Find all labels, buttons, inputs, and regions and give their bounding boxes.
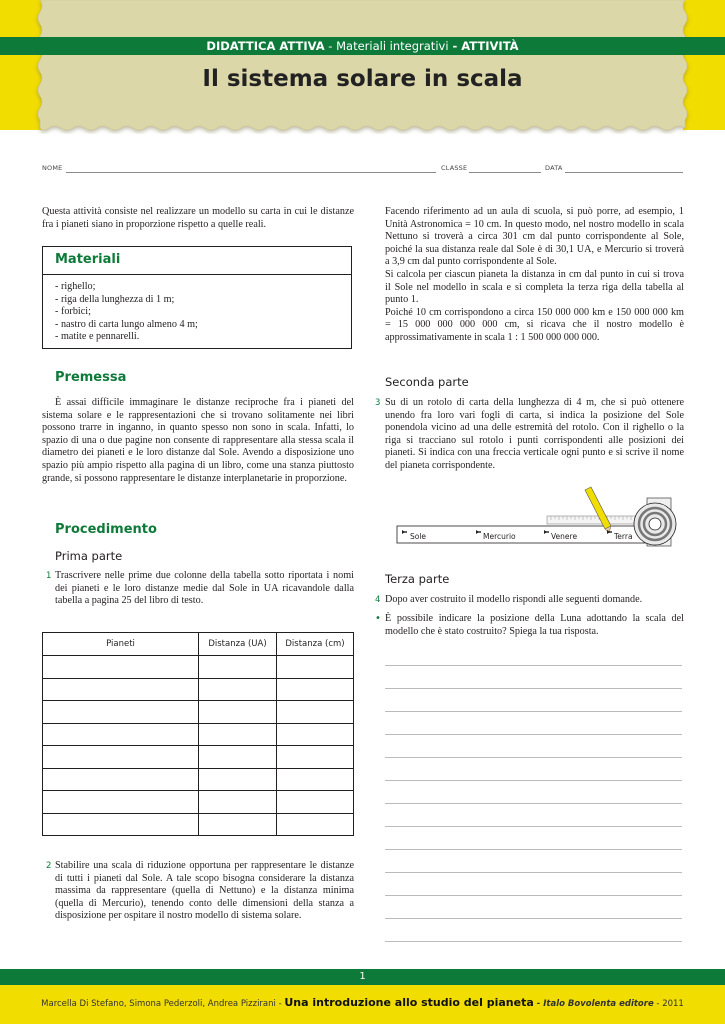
header-series-line: [0, 37, 725, 55]
table-cell[interactable]: [43, 768, 199, 791]
materials-item: - righello;: [55, 281, 96, 292]
table-cell[interactable]: [43, 746, 199, 769]
table-cell[interactable]: [277, 791, 354, 814]
table-row: [43, 678, 354, 701]
table-cell[interactable]: [199, 813, 277, 836]
table-cell[interactable]: [43, 656, 199, 679]
footer-book-title: Una introduzione allo studio del pianeta: [284, 996, 534, 1009]
step-3-text: Su di un rotolo di carta della lunghezza di 4 m, che si può ottenere unendo fra loro vari fogli di carta, si indica la posizione del Sole ponendola vicino ad una delle estremità del rotolo. Con il righello o la riga si tracciano sul rotolo i punti corrispondenti alle posizioni dei pianeti. Si indica con una freccia verticale ogni punto e si scrive il nome del pianeta corrispondente.: [385, 397, 684, 471]
footer-publisher: - Italo Bovolenta editore: [533, 999, 654, 1009]
table-header-distanza-cm: Distanza (cm): [277, 633, 354, 656]
answer-line[interactable]: [385, 941, 682, 942]
diagram-label-mercurio: Mercurio: [483, 532, 516, 541]
table-cell[interactable]: [199, 768, 277, 791]
series-label: DIDATTICA ATTIVA: [206, 39, 325, 53]
intro-text: Questa attività consiste nel realizzare un modello su carta in cui le distanze fra i pianeti siano in proporzione rispetto a quelle reali.: [42, 206, 354, 230]
answer-line[interactable]: [385, 665, 682, 666]
diagram-label-venere: Venere: [551, 532, 578, 541]
scale-explanation: [385, 206, 684, 345]
table-cell[interactable]: [277, 656, 354, 679]
table-header-distanza-ua: Distanza (UA): [199, 633, 277, 656]
answer-line[interactable]: [385, 918, 682, 919]
table-row: [43, 701, 354, 724]
footer-year: - 2011: [653, 999, 684, 1009]
materials-list: [55, 281, 345, 344]
materials-label: Materiali integrativi: [336, 39, 449, 53]
name-field[interactable]: [66, 172, 436, 173]
step-1-number: 1: [46, 571, 52, 581]
diagram-label-sole: Sole: [410, 532, 427, 541]
terza-parte-heading: Terza parte: [385, 572, 450, 586]
table-row: [43, 768, 354, 791]
materials-divider: [42, 274, 352, 275]
table-cell[interactable]: [199, 678, 277, 701]
page-number: 1: [359, 971, 366, 982]
materials-item: - nastro di carta lungo almeno 4 m;: [55, 318, 198, 330]
date-label: DATA: [545, 164, 563, 172]
table-row: [43, 723, 354, 746]
premessa-text: È assai difficile immaginare le distanze reciproche fra i pianeti del sistema solare e le rappresentazioni che si trovano solitamente nei libri possono trarre in inganno, in quanto spesso non sono in scala. Infatti, lo spazio di una o due pagine non consente di rappresentare alla stessa scala il diametro dei pianeti e le loro distanze dal Sole. Avendo a disposizione uno spazio più ampio rispetto alla pagina di un libro, come una stanza piuttosto grande, si possono rappresentare le distanze interplanetarie in proporzione.: [42, 397, 354, 484]
materials-heading: Materiali: [55, 252, 121, 267]
table-cell[interactable]: [43, 701, 199, 724]
step-2-text: Stabilire una scala di riduzione opportuna per rappresentare le distanze di tutti i pianeti dal Sole. A tale scopo bisogna considerare la distanza massima da rappresentare (quella di Nettuno) e la distanza minima (quella di Mercurio), tenendo conto delle dimensioni della stanza a disposizione per ospitare il nostro modello di sistema solare.: [55, 860, 354, 922]
table-cell[interactable]: [199, 656, 277, 679]
table-cell[interactable]: [199, 701, 277, 724]
premessa-heading: Premessa: [55, 370, 127, 385]
answer-line[interactable]: [385, 734, 682, 735]
diagram-label-terra: Terra: [614, 532, 633, 541]
table-header-pianeti: Pianeti: [43, 633, 199, 656]
scale-paragraph-2: Si calcola per ciascun pianeta la distanza in cm dal punto in cui si trova il Sole nel modello in scala e si completa la terza riga della tabella al punto 1.: [385, 268, 684, 306]
table-header-row: [43, 633, 354, 656]
answer-line[interactable]: [385, 688, 682, 689]
name-label: NOME: [42, 164, 63, 172]
table-cell[interactable]: [199, 723, 277, 746]
scale-paragraph-3: Poiché 10 cm corrispondono a circa 150 000 000 km e 150 000 000 km = 15 000 000 000 000 cm, si ricava che il nostro modello è approssimativamente in scala 1 : 1 500 000 000 000.: [385, 306, 684, 343]
answer-line[interactable]: [385, 826, 682, 827]
answer-line[interactable]: [385, 803, 682, 804]
table-cell[interactable]: [277, 746, 354, 769]
class-label: CLASSE: [441, 164, 468, 172]
page-title: Il sistema solare in scala: [202, 66, 523, 92]
date-field[interactable]: [565, 172, 683, 173]
answer-line[interactable]: [385, 757, 682, 758]
scale-paragraph-1: Facendo riferimento ad un aula di scuola, si può porre, ad esempio, 1 Unità Astronomica = 10 cm. In questo modo, nel nostro modello in scala Nettuno si troverà a circa 301 cm dal punto corrispondente al Sole, poiché la sua distanza reale dal Sole è di 30,1 UA, e Mercurio si troverà a 3,9 cm dal punto corrispondente al Sole.: [385, 206, 684, 268]
step-1-text: Trascrivere nelle prime due colonne della tabella sotto riportata i nomi dei pianeti e le loro distanze medie dal Sole in UA ricavandole dalla tabella a pagina 25 del libro di testo.: [55, 570, 354, 607]
question-text: È possibile indicare la posizione della Luna adottando la scala del modello che è stato costruito? Spiega la tua risposta.: [385, 613, 684, 637]
answer-line[interactable]: [385, 849, 682, 850]
class-field[interactable]: [469, 172, 541, 173]
answer-line[interactable]: [385, 895, 682, 896]
materials-item: - riga della lunghezza di 1 m;: [55, 293, 175, 305]
separator-2: -: [448, 39, 462, 53]
step-4-text: Dopo aver costruito il modello rispondi alle seguenti domande.: [385, 594, 643, 605]
footer-authors: Marcella Di Stefano, Simona Pederzoli, Andrea Pizzirani -: [41, 999, 285, 1009]
roll-icon: [634, 498, 676, 546]
table-cell[interactable]: [277, 701, 354, 724]
seconda-parte-heading: Seconda parte: [385, 375, 469, 389]
table-row: [43, 746, 354, 769]
materials-item: - matite e pennarelli.: [55, 331, 140, 343]
materials-item: - forbici;: [55, 306, 91, 318]
answer-line[interactable]: [385, 780, 682, 781]
footer-credits: [0, 996, 725, 1009]
procedimento-heading: Procedimento: [55, 522, 157, 537]
question-bullet: •: [375, 613, 381, 624]
step-2-number: 2: [46, 861, 52, 871]
table-cell[interactable]: [277, 813, 354, 836]
separator-1: -: [324, 39, 337, 53]
table-cell[interactable]: [43, 813, 199, 836]
activity-label: ATTIVITÀ: [461, 39, 519, 53]
paper-roll-diagram: [385, 486, 685, 552]
planets-table: [42, 632, 354, 836]
table-row: [43, 813, 354, 836]
table-cell[interactable]: [43, 678, 199, 701]
table-cell[interactable]: [277, 723, 354, 746]
answer-line[interactable]: [385, 872, 682, 873]
table-cell[interactable]: [43, 791, 199, 814]
answer-line[interactable]: [385, 711, 682, 712]
table-cell[interactable]: [199, 746, 277, 769]
step-4-number: 4: [375, 595, 381, 605]
table-row: [43, 656, 354, 679]
prima-parte-heading: Prima parte: [55, 549, 123, 563]
table-cell[interactable]: [277, 678, 354, 701]
table-cell[interactable]: [277, 768, 354, 791]
table-cell[interactable]: [199, 791, 277, 814]
table-cell[interactable]: [43, 723, 199, 746]
ruler: [547, 516, 637, 524]
step-3-number: 3: [375, 398, 381, 408]
table-row: [43, 791, 354, 814]
